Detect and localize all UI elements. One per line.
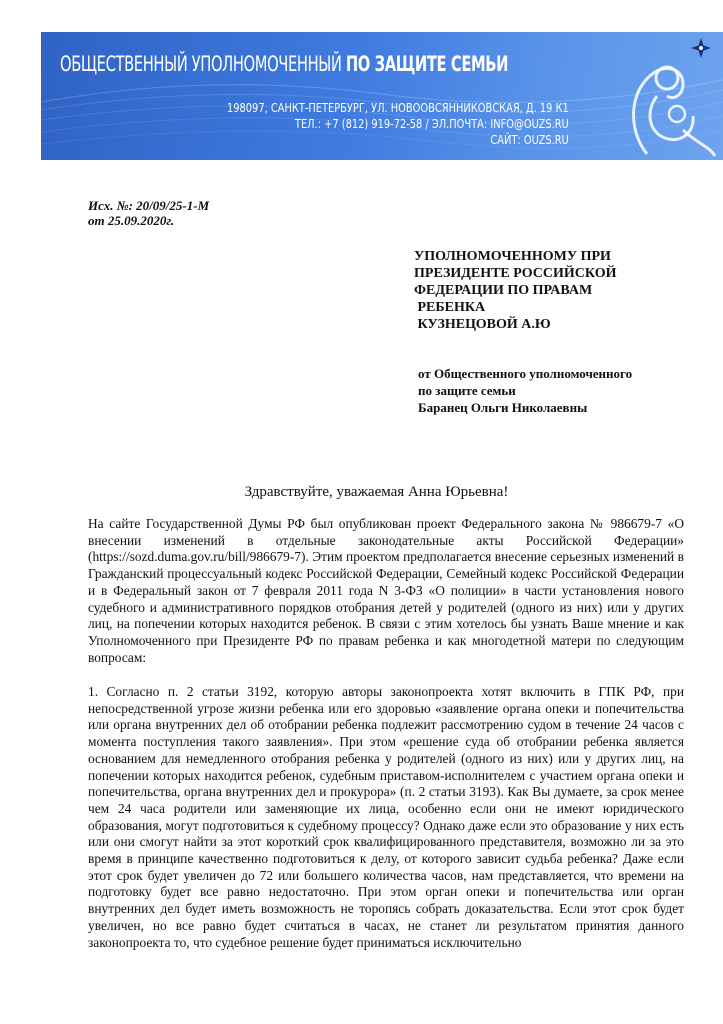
organization-title-bold: ПО ЗАЩИТЕ СЕМЬИ [345, 52, 509, 76]
star-icon [691, 38, 711, 58]
sender-line: по защите семьи [418, 383, 516, 398]
greeting: Здравствуйте, уважаемая Анна Юрьевна! [244, 484, 509, 500]
sender-line: Баранец Ольги Николаевны [418, 400, 588, 415]
sender-block [418, 365, 632, 416]
organization-site: САЙТ: OUZS.RU [490, 133, 569, 147]
reference-number: Исх. №: 20/09/25-1-М [88, 198, 210, 213]
mother-child-logo-icon [617, 34, 717, 158]
organization-address: 198097, САНКТ-ПЕТЕРБУРГ, УЛ. НОВООВСЯННИКОВСКАЯ, Д. 19 К1 [227, 101, 569, 115]
addressee-line: КУЗНЕЦОВОЙ А.Ю [414, 317, 551, 332]
organization-title-regular: ОБЩЕСТВЕННЫЙ УПОЛНОМОЧЕННЫЙ [60, 52, 346, 76]
addressee-line: ФЕДЕРАЦИИ ПО ПРАВАМ [414, 283, 593, 298]
contact-block [227, 100, 569, 148]
addressee-line: УПОЛНОМОЧЕННОМУ ПРИ [414, 249, 611, 264]
reference-date: от 25.09.2020г. [88, 213, 175, 228]
organization-phone-email: ТЕЛ.: +7 (812) 919-72-58 / ЭЛ.ПОЧТА: INFO@OUZS.RU [295, 117, 569, 131]
addressee-line: ПРЕЗИДЕНТЕ РОССИЙСКОЙ [414, 266, 617, 281]
outgoing-reference [88, 198, 209, 228]
addressee-line: РЕБЕНКА [414, 300, 486, 315]
body-paragraph: 1. Согласно п. 2 статьи 3192, которую авторы законопроекта хотят включить в ГПК РФ, при непосредственной угрозе жизни ребенка или его здоровью «заявление органа опеки и попечительства или органа внутренних дел об отобрании ребенка подлежит рассмотрению судом в течение 24 часов с момента поступления такого заявления». При этом «решение суда об отобрании ребенка является основанием для немедленного отобрания ребенка у родителей (одного из них) или у других лиц, на попечении которых находится ребенок, судебным приставом-исполнителем с участием органа опеки и попечительства, органа внутренних дел и прокурора» (п. 2 статьи 3193). Как Вы думаете, за срок менее чем 24 часа родители или заменяющие их лица, особенно если они не имеют юридического образования, могут подготовиться к судебному процессу? Однако даже если это образование у них есть или они смогут найти за этот короткий срок квалифицированного представителя, возможно ли за это время в принципе качественно подготовиться к делу, от которого зависит судьба ребенка? Даже если этот срок будет увеличен до 72 или большего количества часов, нам представляется, что времени на подготовку будет все равно недостаточно. При этом орган опеки и попечительства или орган внутренних дел будет иметь возможность не торопясь собрать доказательства. Если этот срок будет увеличен, но все равно будет считаться в часах, не станет ли результатом принятия данного законопроекта то, что судебное решение будет приниматься исключительно [88, 684, 684, 950]
body-paragraph: На сайте Государственной Думы РФ был опубликован проект Федерального закона № 986679-7 «О внесении изменений в отдельные законодательные акты Российской Федерации» (https://sozd.duma.gov.ru/bill/986679-7). Этим проектом предполагается внесение серьезных изменений в Гражданский процессуальный кодекс Российской Федерации, Семейный кодекс Российской Федерации и в Федеральный закон от 7 февраля 2011 года N 3-ФЗ «О полиции» в части установления нового судебного и административного порядков отобрания детей у родителей (одного из них) или у других лиц, на попечении которых находится ребенок. В связи с этим хотелось бы узнать Ваше мнение и как Уполномоченного при Президенте РФ по правам ребенка и как многодетной матери по следующим вопросам: [88, 516, 684, 665]
letterhead-banner [41, 32, 723, 160]
organization-title [60, 52, 508, 76]
sender-line: от Общественного уполномоченного [418, 366, 633, 381]
addressee-block [414, 248, 617, 333]
